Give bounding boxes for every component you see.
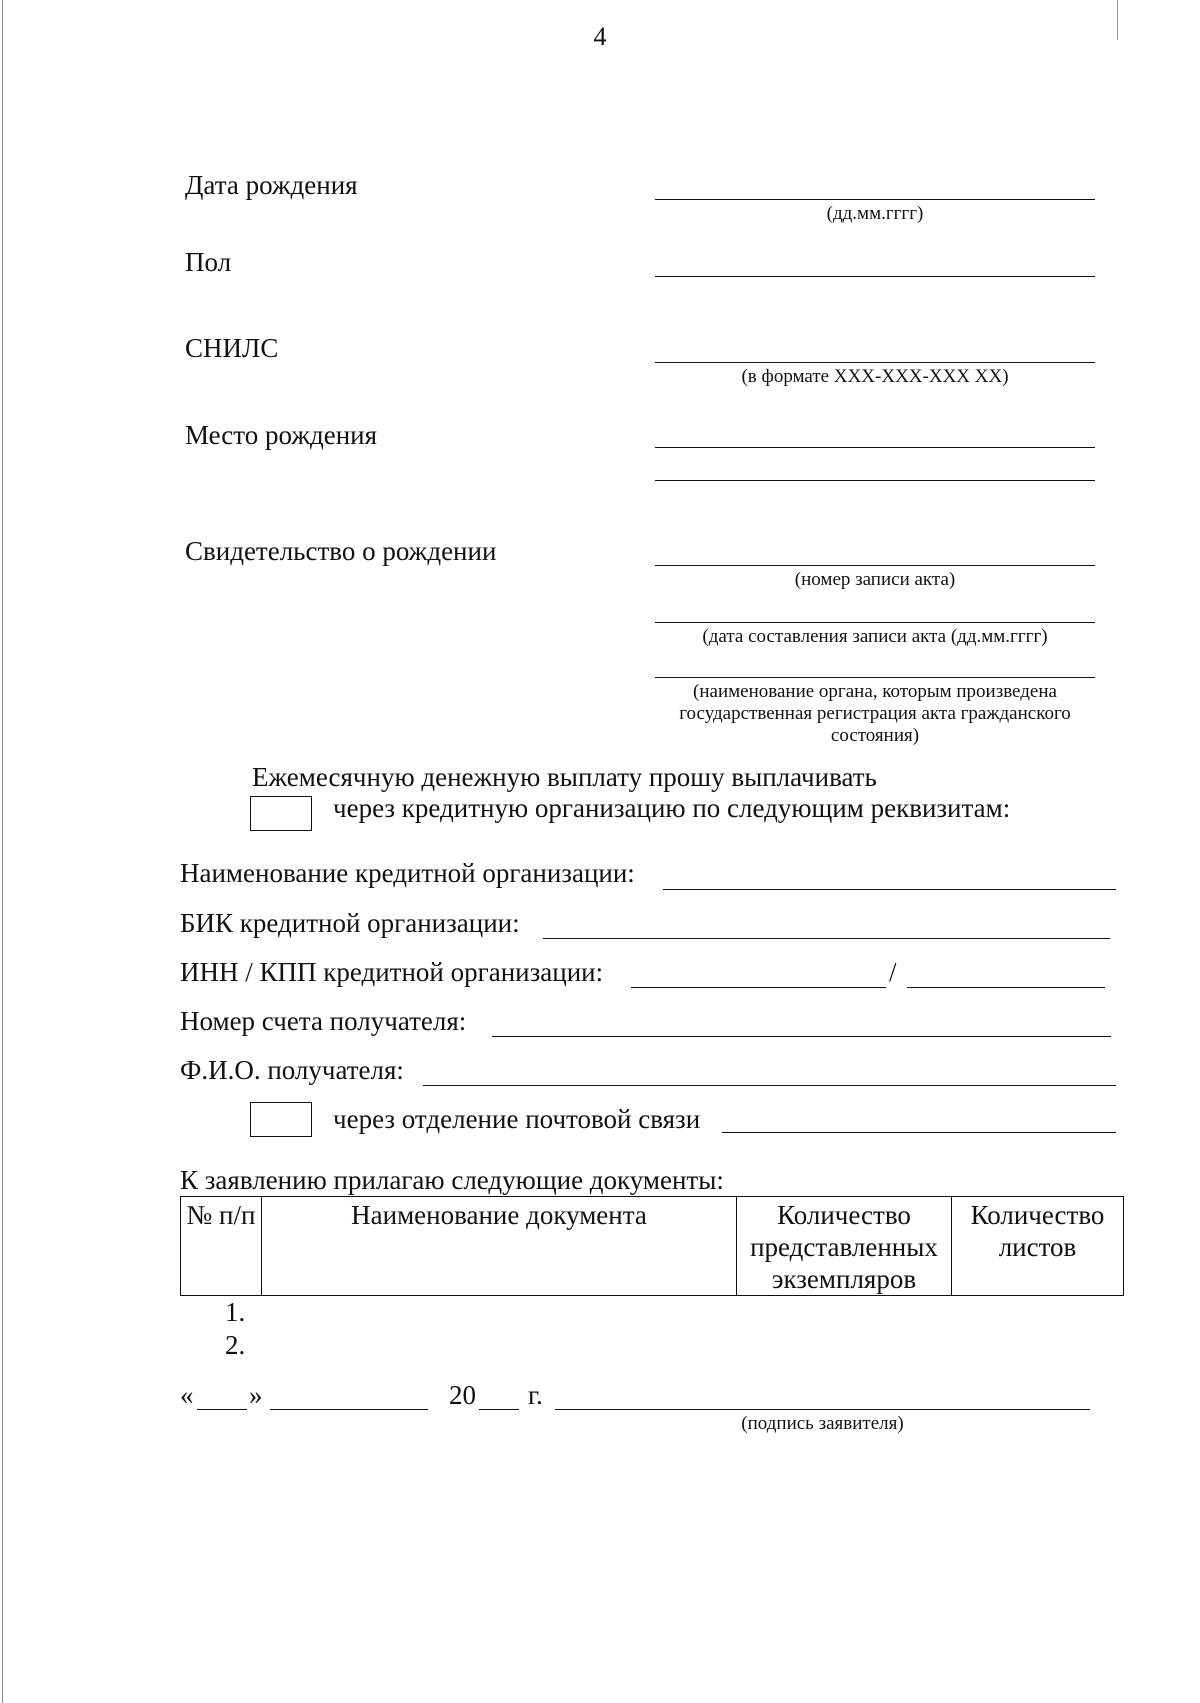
bik-label: БИК кредитной организации: <box>180 908 520 938</box>
record-date-hint: (дата составления записи акта (дд.мм.гггг) <box>702 626 1048 647</box>
birth-place-field-2[interactable] <box>655 480 1095 481</box>
post-option-checkbox[interactable] <box>250 1102 312 1137</box>
payment-intro: Ежемесячную денежную выплату прошу выплачивать <box>252 762 877 792</box>
header-copies: Количество представленных экземпляров <box>737 1197 952 1296</box>
inn-kpp-separator: / <box>889 957 897 987</box>
account-field[interactable] <box>492 1036 1111 1037</box>
birth-place-label: Место рождения <box>185 420 378 450</box>
birth-date-field[interactable] <box>655 199 1095 200</box>
bank-option-label: через кредитную организацию по следующим реквизитам: <box>333 793 1011 823</box>
signature-hint: (подпись заявителя) <box>741 1413 904 1434</box>
authority-hint: (наименование органа, которым произведена государственная регистрация акта гражданского состояния) <box>679 681 1071 746</box>
header-sheets: Количество листов <box>952 1197 1124 1296</box>
authority-field[interactable] <box>655 677 1095 678</box>
table-header-row <box>181 1197 1124 1296</box>
signature-field[interactable] <box>555 1409 1090 1410</box>
year-suffix: г. <box>528 1380 543 1410</box>
inn-kpp-label: ИНН / КПП кредитной организации: <box>180 957 604 987</box>
bank-option-checkbox[interactable] <box>250 796 312 831</box>
documents-table <box>180 1196 1124 1296</box>
date-quote-close: » <box>249 1380 263 1410</box>
recipient-field[interactable] <box>423 1085 1116 1086</box>
year-prefix: 20 <box>449 1380 476 1410</box>
bank-name-field[interactable] <box>663 889 1116 890</box>
header-name: Наименование документа <box>262 1197 737 1296</box>
birth-date-hint: (дд.мм.гггг) <box>826 203 924 224</box>
month-field[interactable] <box>270 1409 428 1410</box>
post-option-label: через отделение почтовой связи <box>333 1104 701 1134</box>
bank-name-label: Наименование кредитной организации: <box>180 858 635 888</box>
birth-date-label: Дата рождения <box>185 170 358 200</box>
document-row-1: 1. <box>225 1297 246 1327</box>
page-number: 4 <box>593 22 607 51</box>
account-label: Номер счета получателя: <box>180 1006 467 1036</box>
document-row-2: 2. <box>225 1330 246 1360</box>
birth-certificate-label: Свидетельство о рождении <box>185 536 497 566</box>
recipient-label: Ф.И.О. получателя: <box>180 1055 404 1085</box>
snils-field[interactable] <box>655 362 1095 363</box>
year-field[interactable] <box>479 1409 519 1410</box>
inn-field[interactable] <box>631 987 886 988</box>
record-number-hint: (номер записи акта) <box>794 569 956 590</box>
gender-label: Пол <box>185 247 232 277</box>
post-office-field[interactable] <box>722 1132 1116 1133</box>
snils-label: СНИЛС <box>185 333 279 363</box>
documents-intro: К заявлению прилагаю следующие документы: <box>180 1165 724 1195</box>
bik-field[interactable] <box>543 938 1110 939</box>
date-quote-open: « <box>180 1380 194 1410</box>
snils-hint: (в формате XXX-XXX-XXX XX) <box>741 366 1009 387</box>
record-date-field[interactable] <box>655 622 1095 623</box>
gender-field[interactable] <box>655 276 1095 277</box>
birth-place-field-1[interactable] <box>655 447 1095 448</box>
record-number-field[interactable] <box>655 565 1095 566</box>
day-field[interactable] <box>197 1409 247 1410</box>
kpp-field[interactable] <box>907 987 1105 988</box>
header-num: № п/п <box>181 1197 262 1296</box>
scan-edge-left <box>2 0 3 1703</box>
